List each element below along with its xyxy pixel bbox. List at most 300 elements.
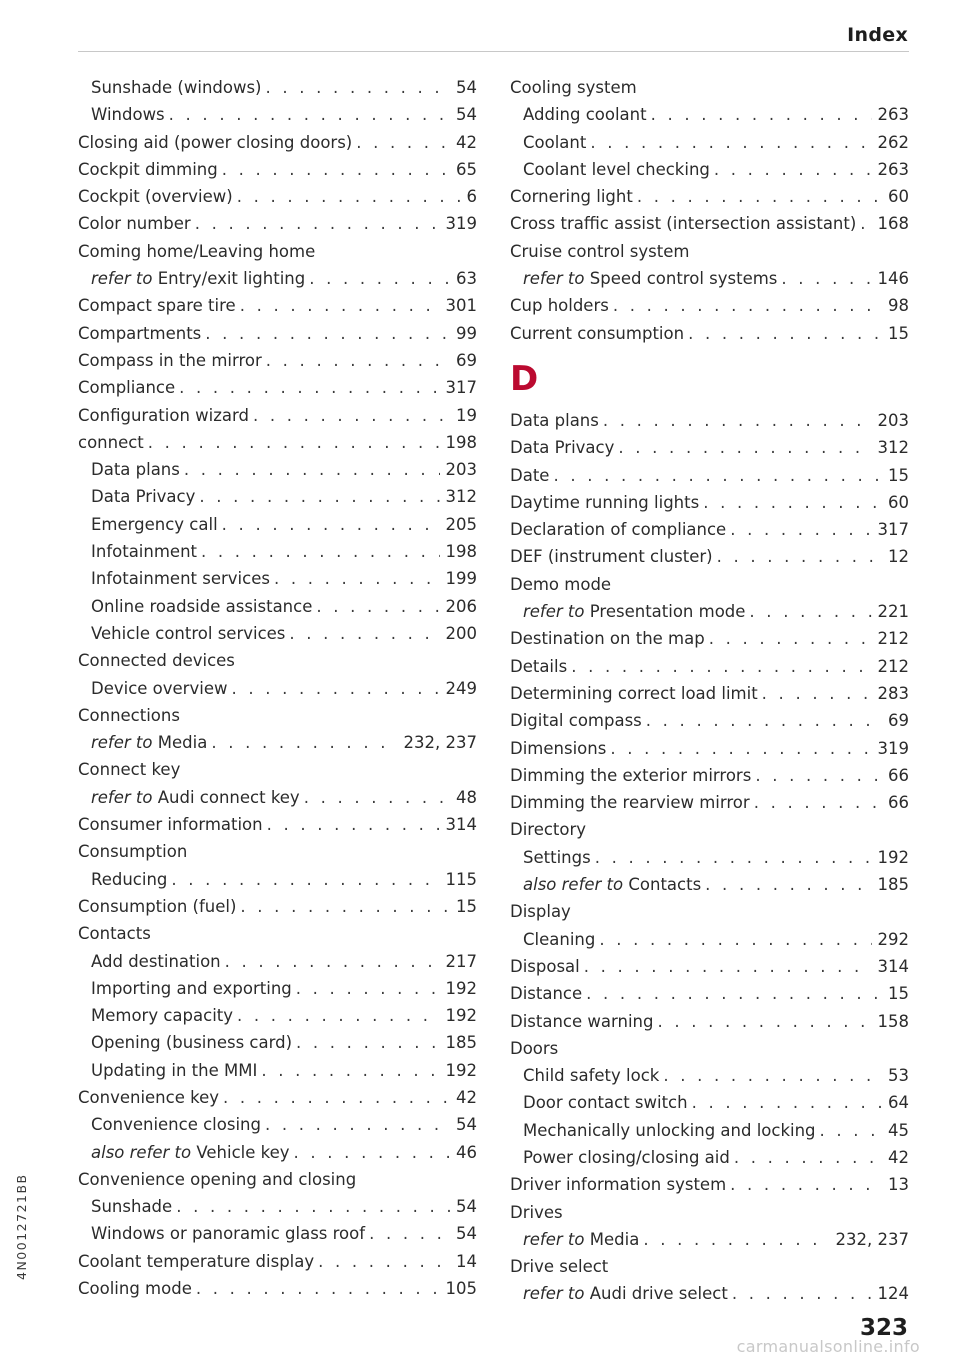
index-subentry bbox=[510, 1280, 909, 1307]
leader-dots bbox=[318, 1248, 450, 1275]
entry-label bbox=[91, 1111, 261, 1138]
entry-text: Configuration wizard bbox=[78, 405, 249, 425]
entry-text: Cooling system bbox=[510, 78, 637, 97]
entry-label bbox=[91, 483, 195, 510]
entry-text: Reducing bbox=[91, 869, 168, 889]
entry-page-ref: 192 bbox=[445, 978, 477, 998]
entry-label bbox=[78, 1248, 314, 1275]
entry-text: Cross traffic assist (intersection assistant) bbox=[510, 214, 857, 234]
entry-text: Consumption bbox=[78, 842, 188, 862]
entry-text: Convenience key bbox=[78, 1087, 219, 1107]
entry-text: Connect key bbox=[78, 760, 181, 780]
index-entry bbox=[510, 707, 909, 734]
entry-label bbox=[510, 816, 586, 843]
leader-dots bbox=[356, 129, 450, 156]
index-subentry bbox=[78, 675, 477, 702]
entry-text: Cruise control system bbox=[510, 241, 690, 261]
index-subentry bbox=[78, 565, 477, 592]
entry-text: Distance bbox=[510, 984, 583, 1004]
entry-label bbox=[510, 762, 751, 789]
entry-label bbox=[78, 210, 191, 237]
index-entry bbox=[78, 347, 477, 374]
entry-page-ref: 206 bbox=[445, 596, 477, 616]
entry-label bbox=[91, 620, 285, 647]
leader-dots bbox=[590, 129, 871, 156]
index-entry bbox=[510, 434, 909, 461]
entry-text: Convenience closing bbox=[91, 1115, 261, 1135]
entry-text: Door contact switch bbox=[523, 1093, 688, 1113]
entry-page-ref: 69 bbox=[888, 711, 909, 731]
entry-label bbox=[91, 1057, 257, 1084]
entry-page-ref: 69 bbox=[456, 350, 477, 370]
entry-label bbox=[523, 871, 701, 898]
index-entry bbox=[78, 838, 477, 865]
entry-page-ref: 317 bbox=[877, 520, 909, 540]
entry-label bbox=[510, 292, 609, 319]
entry-label bbox=[510, 789, 750, 816]
entry-label bbox=[78, 1275, 192, 1302]
entry-page-ref: 203 bbox=[877, 410, 909, 430]
entry-label bbox=[78, 1084, 219, 1111]
entry-text: Cleaning bbox=[523, 929, 596, 949]
entry-label bbox=[510, 653, 567, 680]
cross-reference-prefix: refer to bbox=[91, 733, 153, 753]
entry-text: Contacts bbox=[628, 875, 702, 895]
index-entry bbox=[510, 653, 909, 680]
entry-text: Media bbox=[157, 733, 208, 753]
entry-text: Determining correct load limit bbox=[510, 683, 758, 703]
leader-dots bbox=[240, 893, 450, 920]
index-subentry bbox=[78, 483, 477, 510]
entry-page-ref: 301 bbox=[445, 296, 477, 316]
index-subentry bbox=[78, 948, 477, 975]
entry-text: Current consumption bbox=[510, 323, 685, 343]
leader-dots bbox=[603, 407, 872, 434]
entry-page-ref: 6 bbox=[466, 187, 477, 207]
index-subentry bbox=[510, 1089, 909, 1116]
leader-dots bbox=[176, 1193, 450, 1220]
entry-text: Cooling mode bbox=[78, 1279, 192, 1299]
entry-page-ref: 221 bbox=[877, 602, 909, 622]
leader-dots bbox=[637, 183, 882, 210]
entry-label bbox=[510, 735, 606, 762]
entry-text: Settings bbox=[523, 847, 591, 867]
entry-text: Directory bbox=[510, 820, 587, 840]
index-subentry bbox=[78, 593, 477, 620]
entry-text: Coolant bbox=[523, 132, 587, 152]
entry-text: Disposal bbox=[510, 956, 580, 976]
index-entry bbox=[510, 816, 909, 843]
index-entry bbox=[510, 625, 909, 652]
index-subentry bbox=[78, 620, 477, 647]
entry-label bbox=[91, 74, 262, 101]
entry-page-ref: 124 bbox=[877, 1284, 909, 1304]
page-number: 323 bbox=[859, 1315, 908, 1341]
index-subentry bbox=[78, 1139, 477, 1166]
leader-dots bbox=[171, 866, 439, 893]
entry-label bbox=[510, 1199, 563, 1226]
index-entry bbox=[510, 74, 909, 101]
leader-dots bbox=[222, 156, 450, 183]
entry-label bbox=[510, 210, 856, 237]
entry-label bbox=[510, 462, 549, 489]
entry-page-ref: 60 bbox=[888, 492, 909, 512]
entry-page-ref: 198 bbox=[445, 542, 477, 562]
entry-text: Cornering light bbox=[510, 187, 633, 207]
index-entry bbox=[78, 893, 477, 920]
section-letter-d: D bbox=[510, 358, 539, 399]
leader-dots bbox=[643, 1226, 829, 1253]
entry-page-ref: 60 bbox=[888, 187, 909, 207]
entry-label bbox=[91, 1029, 292, 1056]
leader-dots bbox=[179, 374, 439, 401]
leader-dots bbox=[553, 462, 882, 489]
index-subentry bbox=[510, 926, 909, 953]
entry-text: Details bbox=[510, 656, 568, 676]
entry-label bbox=[91, 866, 167, 893]
entry-page-ref: 203 bbox=[445, 460, 477, 480]
index-entry bbox=[510, 735, 909, 762]
entry-label bbox=[91, 948, 221, 975]
leader-dots bbox=[595, 844, 872, 871]
entry-text: Device overview bbox=[91, 678, 228, 698]
entry-label bbox=[78, 838, 187, 865]
entry-text: Driver information system bbox=[510, 1175, 727, 1195]
entry-label bbox=[510, 1008, 653, 1035]
leader-dots bbox=[237, 1002, 439, 1029]
entry-label bbox=[523, 1226, 639, 1253]
entry-label bbox=[510, 407, 599, 434]
index-subentry bbox=[78, 265, 477, 292]
entry-page-ref: 263 bbox=[877, 159, 909, 179]
leader-dots bbox=[754, 789, 882, 816]
entry-label bbox=[523, 101, 647, 128]
entry-label bbox=[91, 1193, 172, 1220]
index-entry bbox=[78, 920, 477, 947]
entry-label bbox=[510, 1253, 608, 1280]
leader-dots bbox=[265, 1111, 450, 1138]
entry-label bbox=[78, 402, 249, 429]
leader-dots bbox=[267, 811, 440, 838]
entry-label bbox=[510, 74, 637, 101]
index-subentry bbox=[510, 265, 909, 292]
entry-page-ref: 48 bbox=[456, 787, 477, 807]
index-subentry bbox=[78, 1002, 477, 1029]
entry-text: Coming home/Leaving home bbox=[78, 241, 316, 261]
entry-label bbox=[510, 1171, 726, 1198]
leader-dots bbox=[237, 183, 461, 210]
index-subentry bbox=[78, 456, 477, 483]
leader-dots bbox=[222, 511, 440, 538]
leader-dots bbox=[651, 101, 872, 128]
entry-label bbox=[523, 1144, 730, 1171]
index-entry bbox=[78, 129, 477, 156]
index-entry bbox=[510, 762, 909, 789]
entry-page-ref: 212 bbox=[877, 656, 909, 676]
index-subentry bbox=[78, 101, 477, 128]
entry-page-ref: 263 bbox=[877, 105, 909, 125]
cross-reference-prefix: refer to bbox=[523, 1284, 585, 1304]
entry-text: Daytime running lights bbox=[510, 492, 700, 512]
entry-text: Emergency call bbox=[91, 514, 218, 534]
entry-text: Updating in the MMI bbox=[91, 1060, 258, 1080]
entry-text: Drive select bbox=[510, 1257, 609, 1277]
entry-page-ref: 314 bbox=[877, 956, 909, 976]
index-entry bbox=[78, 292, 477, 319]
leader-dots bbox=[296, 975, 440, 1002]
leader-dots bbox=[253, 402, 450, 429]
index-subentry bbox=[510, 101, 909, 128]
entry-text: Vehicle control services bbox=[91, 623, 286, 643]
leader-dots bbox=[732, 1280, 872, 1307]
entry-page-ref: 205 bbox=[445, 514, 477, 534]
entry-label bbox=[523, 265, 777, 292]
entry-page-ref: 64 bbox=[888, 1093, 909, 1113]
entry-page-ref: 99 bbox=[456, 323, 477, 343]
entry-page-ref: 115 bbox=[445, 869, 477, 889]
leader-dots bbox=[304, 784, 450, 811]
entry-text: Distance warning bbox=[510, 1011, 654, 1031]
leader-dots bbox=[730, 516, 871, 543]
entry-text: Display bbox=[510, 902, 571, 922]
entry-text: Presentation mode bbox=[589, 602, 746, 622]
index-column-right bbox=[510, 74, 909, 1308]
entry-label bbox=[91, 538, 197, 565]
entry-text: Infotainment services bbox=[91, 569, 270, 589]
index-entry bbox=[78, 1248, 477, 1275]
entry-page-ref: 15 bbox=[888, 323, 909, 343]
entry-label bbox=[91, 675, 227, 702]
entry-label bbox=[510, 980, 582, 1007]
entry-text: Closing aid (power closing doors) bbox=[78, 132, 353, 152]
entry-page-ref: 158 bbox=[877, 1011, 909, 1031]
index-subentry bbox=[78, 1057, 477, 1084]
entry-label bbox=[523, 1280, 728, 1307]
watermark-text: carmanualsonline.info bbox=[736, 1337, 920, 1356]
index-entry bbox=[78, 647, 477, 674]
entry-text: Consumer information bbox=[78, 815, 263, 835]
entry-text: Demo mode bbox=[510, 574, 612, 594]
entry-page-ref: 262 bbox=[877, 132, 909, 152]
entry-page-ref: 54 bbox=[456, 1115, 477, 1135]
entry-page-ref: 19 bbox=[456, 405, 477, 425]
leader-dots bbox=[289, 620, 439, 647]
index-subentry bbox=[78, 1029, 477, 1056]
entry-text: Memory capacity bbox=[91, 1006, 234, 1026]
index-entry bbox=[510, 1253, 909, 1280]
entry-page-ref: 217 bbox=[445, 951, 477, 971]
index-entry bbox=[510, 462, 909, 489]
entry-text: Cockpit dimming bbox=[78, 159, 218, 179]
index-entry bbox=[78, 374, 477, 401]
leader-dots bbox=[755, 762, 882, 789]
entry-label bbox=[523, 1117, 816, 1144]
index-subentry bbox=[78, 1220, 477, 1247]
leader-dots bbox=[369, 1220, 450, 1247]
entry-text: Dimming the exterior mirrors bbox=[510, 765, 752, 785]
leader-dots bbox=[646, 707, 882, 734]
entry-label bbox=[91, 511, 218, 538]
entry-page-ref: 198 bbox=[445, 432, 477, 452]
entry-label bbox=[78, 292, 236, 319]
entry-page-ref: 319 bbox=[877, 738, 909, 758]
leader-dots bbox=[781, 265, 871, 292]
index-subentry bbox=[510, 1117, 909, 1144]
entry-text: Connections bbox=[78, 705, 180, 725]
entry-page-ref: 65 bbox=[456, 159, 477, 179]
leader-dots bbox=[266, 347, 450, 374]
entry-page-ref: 15 bbox=[456, 896, 477, 916]
leader-dots bbox=[296, 1029, 439, 1056]
entry-page-ref: 312 bbox=[877, 438, 909, 458]
leader-dots bbox=[703, 489, 882, 516]
entry-page-ref: 63 bbox=[456, 269, 477, 289]
entry-label bbox=[91, 565, 270, 592]
index-entry bbox=[510, 680, 909, 707]
index-entry bbox=[510, 980, 909, 1007]
entry-label bbox=[510, 543, 713, 570]
entry-label bbox=[510, 516, 726, 543]
entry-label bbox=[523, 598, 745, 625]
entry-text: Destination on the map bbox=[510, 629, 705, 649]
leader-dots bbox=[201, 538, 439, 565]
entry-text: Cup holders bbox=[510, 296, 609, 316]
leader-dots bbox=[610, 735, 871, 762]
index-entry bbox=[510, 953, 909, 980]
entry-label bbox=[523, 129, 586, 156]
entry-label bbox=[78, 920, 151, 947]
entry-text: DEF (instrument cluster) bbox=[510, 547, 713, 567]
entry-text: Data plans bbox=[91, 460, 180, 480]
entry-page-ref: 249 bbox=[445, 678, 477, 698]
entry-page-ref: 53 bbox=[888, 1066, 909, 1086]
index-subentry bbox=[510, 598, 909, 625]
entry-label bbox=[78, 183, 233, 210]
entry-label bbox=[78, 1166, 356, 1193]
entry-page-ref: 319 bbox=[445, 214, 477, 234]
index-subentry bbox=[78, 538, 477, 565]
entry-text: Digital compass bbox=[510, 711, 642, 731]
leader-dots bbox=[734, 1144, 882, 1171]
index-entry bbox=[78, 210, 477, 237]
entry-text: Importing and exporting bbox=[91, 978, 292, 998]
leader-dots bbox=[584, 953, 872, 980]
entry-label bbox=[523, 844, 591, 871]
entry-text: Online roadside assistance bbox=[91, 596, 313, 616]
leader-dots bbox=[688, 320, 882, 347]
entry-page-ref: 212 bbox=[877, 629, 909, 649]
index-subentry bbox=[510, 1062, 909, 1089]
index-entry bbox=[510, 1171, 909, 1198]
entry-text: Compass in the mirror bbox=[78, 350, 262, 370]
leader-dots bbox=[195, 210, 440, 237]
index-entry bbox=[78, 1084, 477, 1111]
entry-label bbox=[523, 156, 710, 183]
entry-text: Mechanically unlocking and locking bbox=[523, 1120, 816, 1140]
entry-page-ref: 199 bbox=[445, 569, 477, 589]
leader-dots bbox=[571, 653, 871, 680]
entry-text: Entry/exit lighting bbox=[157, 269, 306, 289]
cross-reference-prefix: also refer to bbox=[523, 875, 624, 895]
cross-reference-prefix: refer to bbox=[91, 269, 153, 289]
leader-dots bbox=[749, 598, 871, 625]
entry-label bbox=[78, 756, 180, 783]
entry-page-ref: 192 bbox=[445, 1060, 477, 1080]
entry-text: Power closing/closing aid bbox=[523, 1147, 730, 1167]
index-entry bbox=[78, 756, 477, 783]
entry-label bbox=[78, 129, 352, 156]
entry-page-ref: 200 bbox=[445, 623, 477, 643]
index-entry bbox=[78, 429, 477, 456]
entry-label bbox=[510, 680, 758, 707]
index-entry bbox=[510, 320, 909, 347]
leader-dots bbox=[714, 156, 872, 183]
entry-label bbox=[78, 156, 218, 183]
entry-text: Add destination bbox=[91, 951, 221, 971]
document-code: 4N0012721BB bbox=[14, 1173, 29, 1280]
entry-label bbox=[510, 238, 689, 265]
entry-page-ref: 283 bbox=[877, 683, 909, 703]
entry-text: Cockpit (overview) bbox=[78, 187, 233, 207]
leader-dots bbox=[223, 1084, 450, 1111]
entry-page-ref: 54 bbox=[456, 1224, 477, 1244]
entry-page-ref: 292 bbox=[877, 929, 909, 949]
entry-label bbox=[510, 434, 614, 461]
leader-dots bbox=[586, 980, 882, 1007]
entry-text: Adding coolant bbox=[523, 105, 647, 125]
entry-label bbox=[91, 101, 165, 128]
entry-page-ref: 232, 237 bbox=[835, 1229, 909, 1249]
entry-label bbox=[510, 898, 571, 925]
index-subentry bbox=[78, 1111, 477, 1138]
index-subentry bbox=[78, 866, 477, 893]
index-entry bbox=[510, 489, 909, 516]
index-entry bbox=[510, 292, 909, 319]
cross-reference-prefix: refer to bbox=[523, 1229, 585, 1249]
entry-label bbox=[510, 571, 611, 598]
leader-dots bbox=[316, 593, 439, 620]
leader-dots bbox=[205, 320, 450, 347]
index-subentry bbox=[78, 784, 477, 811]
page-header-title: Index bbox=[847, 24, 908, 46]
entry-page-ref: 14 bbox=[456, 1251, 477, 1271]
index-entry bbox=[78, 183, 477, 210]
entry-page-ref: 42 bbox=[888, 1147, 909, 1167]
cross-reference-prefix: refer to bbox=[91, 787, 153, 807]
entry-text: Compact spare tire bbox=[78, 296, 236, 316]
entry-page-ref: 45 bbox=[888, 1120, 909, 1140]
leader-dots bbox=[709, 625, 872, 652]
index-entry bbox=[78, 402, 477, 429]
entry-page-ref: 105 bbox=[445, 1279, 477, 1299]
index-entry bbox=[510, 1035, 909, 1062]
entry-page-ref: 42 bbox=[456, 132, 477, 152]
leader-dots bbox=[148, 429, 440, 456]
entry-text: Speed control systems bbox=[589, 269, 778, 289]
entry-label bbox=[78, 374, 175, 401]
index-entry bbox=[510, 183, 909, 210]
entry-text: Connected devices bbox=[78, 651, 235, 671]
entry-text: Declaration of compliance bbox=[510, 520, 727, 540]
index-entry bbox=[78, 811, 477, 838]
index-subentry bbox=[78, 511, 477, 538]
entry-page-ref: 314 bbox=[445, 815, 477, 835]
index-subentry bbox=[78, 74, 477, 101]
entry-label bbox=[91, 456, 180, 483]
entry-text: Audi drive select bbox=[589, 1284, 728, 1304]
entry-page-ref: 185 bbox=[877, 875, 909, 895]
leader-dots bbox=[705, 871, 871, 898]
